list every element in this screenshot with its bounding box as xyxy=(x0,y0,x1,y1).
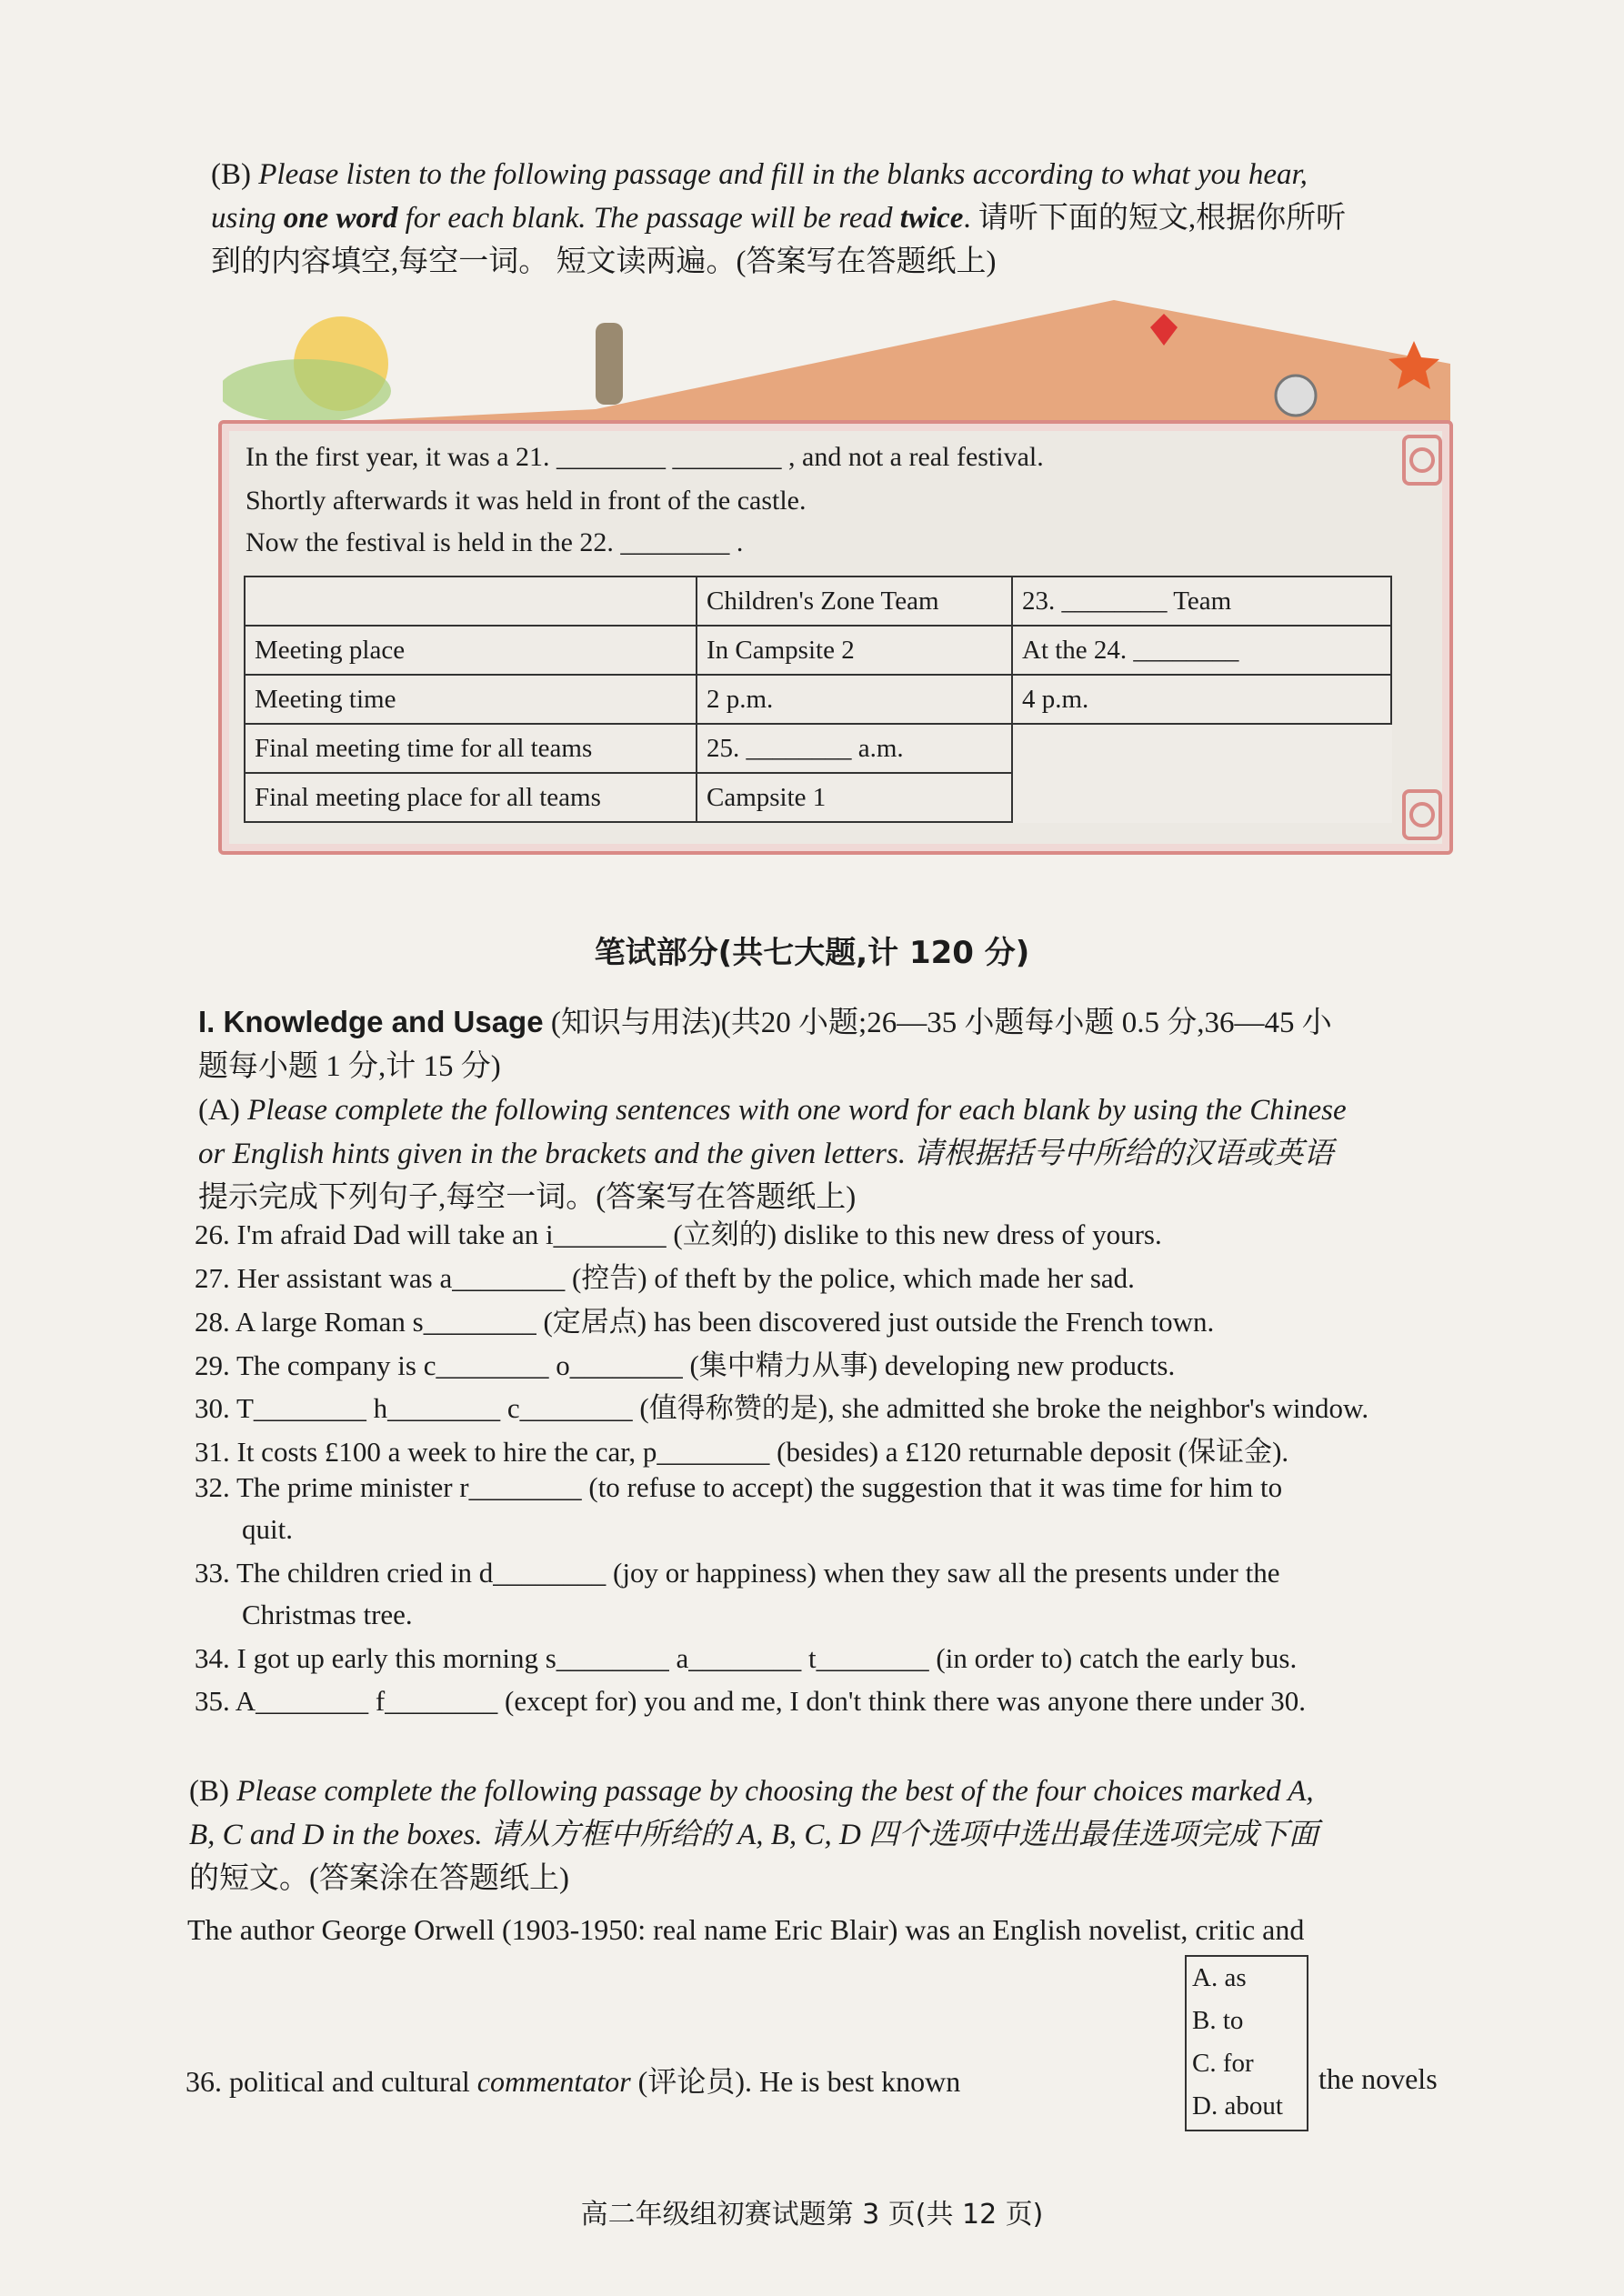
table-cell: 23. ________ Team xyxy=(1012,577,1391,626)
table-row xyxy=(245,626,1391,675)
table-cell xyxy=(1012,773,1391,822)
passage-line-2-end: the novels xyxy=(1318,2062,1438,2095)
question-35: 35. A________ f________ (except for) you and me, I don't think there was anyone there under 30. xyxy=(195,1685,1307,1717)
instruction-line: B, C and D in the boxes. 请从方框中所给的 A, B, C, D 四个选项中选出最佳选项完成下面 xyxy=(189,1819,1319,1851)
table-cell: Meeting place xyxy=(245,626,697,675)
table-cell: In Campsite 2 xyxy=(697,626,1012,675)
question-26: 26. I'm afraid Dad will take an i________ (立刻的) dislike to this new dress of yours. xyxy=(195,1218,1162,1250)
instruction-line: 的短文。(答案涂在答题纸上) xyxy=(189,1862,569,1895)
text-fragment: . 请听下面的短文,根据你所听 xyxy=(963,202,1347,235)
table-cell: Campsite 1 xyxy=(697,773,1012,822)
question-31: 31. It costs £100 a week to hire the car, p________ (besides) a £120 returnable deposit (保证金). xyxy=(195,1436,1289,1468)
question-29: 29. The company is c________ o________ (集中精力从事) developing new products. xyxy=(195,1349,1176,1381)
choice-option[interactable]: A. as xyxy=(1192,1963,1247,1992)
table-cell xyxy=(245,577,697,626)
table-cell: Meeting time xyxy=(245,675,697,724)
table-cell: At the 24. ________ xyxy=(1012,626,1391,675)
question-32: 32. The prime minister r________ (to refuse to accept) the suggestion that it was time for him to xyxy=(195,1471,1283,1503)
emphasis-twice: twice xyxy=(899,202,964,235)
part-lead: (A) xyxy=(198,1094,240,1127)
table-cell: 4 p.m. xyxy=(1012,675,1391,724)
emphasis-one-word: one word xyxy=(283,202,398,235)
text-fragment: 36. political and cultural xyxy=(185,2065,477,2098)
passage-line-2 xyxy=(185,2059,960,2100)
table-row xyxy=(245,675,1391,724)
question-32-continued: quit. xyxy=(242,1513,293,1545)
question-28: 28. A large Roman s________ (定居点) has been discovered just outside the French town. xyxy=(195,1306,1215,1338)
music-player-icon xyxy=(1276,376,1316,416)
part-lead: (B) xyxy=(189,1775,229,1808)
choice-option[interactable]: D. about xyxy=(1192,2091,1283,2121)
table-cell xyxy=(1012,724,1391,773)
table-row xyxy=(245,577,1391,626)
table-cell: Final meeting place for all teams xyxy=(245,773,697,822)
listening-instructions xyxy=(211,153,1484,284)
page-footer: 高二年级组初赛试题第 3 页(共 12 页) xyxy=(580,2199,1044,2231)
cloud-icon xyxy=(223,359,391,423)
choice-box-36 xyxy=(1185,1955,1308,2131)
section-1-heading xyxy=(198,1000,1489,1219)
question-33: 33. The children cried in d________ (joy or happiness) when they saw all the presents under the xyxy=(195,1557,1280,1589)
heading-continued: 题每小题 1 分,计 15 分) xyxy=(198,1050,501,1083)
question-27: 27. Her assistant was a________ (控告) of theft by the police, which made her sad. xyxy=(195,1262,1135,1294)
reading-instructions xyxy=(189,1770,1480,1900)
notes-line-3: Now the festival is held in the 22. ________ . xyxy=(246,527,744,557)
question-34: 34. I got up early this morning s________ a________ t________ (in order to) catch the early bus. xyxy=(195,1642,1298,1674)
table-cell: 25. ________ a.m. xyxy=(697,724,1012,773)
festival-table xyxy=(244,576,1392,823)
choice-option[interactable]: C. for xyxy=(1192,2049,1254,2078)
speaker-icon xyxy=(1400,433,1444,487)
choice-option[interactable]: B. to xyxy=(1192,2006,1244,2035)
table-cell: Final meeting time for all teams xyxy=(245,724,697,773)
question-33-continued: Christmas tree. xyxy=(242,1599,413,1630)
instruction-line: 提示完成下列句子,每空一词。(答案写在答题纸上) xyxy=(198,1181,857,1214)
text-fragment: using xyxy=(211,202,284,235)
part-lead: (B) xyxy=(211,158,251,191)
passage-line-1: The author George Orwell (1903-1950: real name Eric Blair) was an English novelist, critic and xyxy=(187,1913,1305,1946)
table-row xyxy=(245,724,1391,773)
banner-shape xyxy=(223,300,1450,427)
text-fragment: commentator xyxy=(476,2065,631,2098)
section-title: 笔试部分(共七大题,计 120 分) xyxy=(594,935,1030,971)
notes-line-2: Shortly afterwards it was held in front of the castle. xyxy=(246,486,807,516)
listening-line-3: 到的内容填空,每空一词。 短文读两遍。(答案写在答题纸上) xyxy=(211,246,997,278)
notes-line-1: In the first year, it was a 21. ________ ________ , and not a real festival. xyxy=(246,442,1044,472)
listening-line-1: Please listen to the following passage and fill in the blanks according to what you hear, xyxy=(258,158,1308,191)
table-cell: 2 p.m. xyxy=(697,675,1012,724)
text-fragment: for each blank. The passage will be read xyxy=(397,202,900,235)
instruction-line: Please complete the following sentences with one word for each blank by using the Chinese xyxy=(247,1094,1347,1127)
instruction-line: Please complete the following passage by choosing the best of the four choices marked A, xyxy=(236,1775,1314,1808)
table-row xyxy=(245,773,1391,822)
text-fragment: (评论员). He is best known xyxy=(630,2065,961,2098)
table-cell: Children's Zone Team xyxy=(697,577,1012,626)
instruction-line: or English hints given in the brackets and the given letters. 请根据括号中所给的汉语或英语 xyxy=(198,1138,1334,1170)
heading-english: I. Knowledge and Usage xyxy=(198,1005,544,1038)
question-30: 30. T________ h________ c________ (值得称赞的是), she admitted she broke the neighbor's window. xyxy=(195,1392,1369,1424)
speaker-icon xyxy=(1400,787,1444,842)
decorative-banner xyxy=(223,300,1450,427)
heading-chinese: (知识与用法)(共20 小题;26—35 小题每小题 0.5 分,36—45 小 xyxy=(550,1007,1332,1039)
microphone-icon xyxy=(596,323,623,405)
